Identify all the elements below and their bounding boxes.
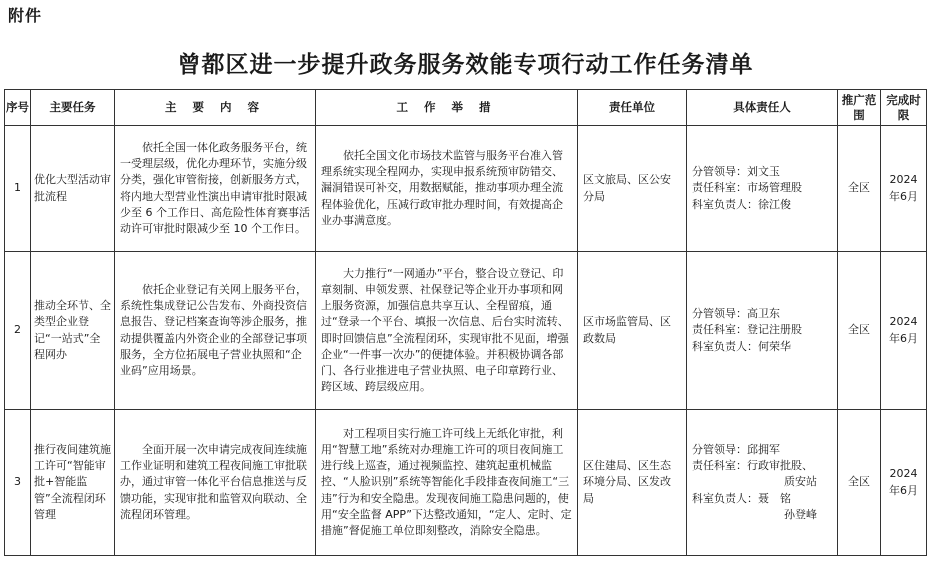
header-person: 具体责任人 bbox=[687, 90, 838, 126]
table-row bbox=[5, 126, 927, 252]
header-deadline: 完成时限 bbox=[881, 90, 927, 126]
row-unit: 区市场监管局、区政数局 bbox=[578, 252, 687, 410]
row-unit: 区住建局、区生态环境分局、区发改局 bbox=[578, 410, 687, 556]
table-header-row bbox=[5, 90, 927, 126]
person-line: 责任科室：行政审批股、 bbox=[692, 459, 813, 473]
header-task: 主要任务 bbox=[31, 90, 115, 126]
row-task: 推动全环节、全类型企业登记“一站式”全程网办 bbox=[31, 252, 115, 410]
table-row bbox=[5, 410, 927, 556]
header-no: 序号 bbox=[5, 90, 31, 126]
task-table bbox=[4, 89, 927, 556]
header-unit: 责任单位 bbox=[578, 90, 687, 126]
row-no: 3 bbox=[5, 410, 31, 556]
header-scope: 推广范围 bbox=[838, 90, 881, 126]
row-task: 优化大型活动审批流程 bbox=[31, 126, 115, 252]
row-deadline: 2024年6月 bbox=[881, 126, 927, 252]
row-unit: 区文旅局、区公安分局 bbox=[578, 126, 687, 252]
row-content: 全面开展一次申请完成夜间连续施工作业证明和建筑工程夜间施工审批联办，通过审管一体化平台信息推送与反馈功能，实现审批和监管双向联动、全流程闭环管理。 bbox=[115, 410, 316, 556]
person-line: 分管领导：刘文玉 bbox=[692, 165, 780, 179]
row-content: 依托全国一体化政务服务平台，统一受理层级，优化办理环节，实施分级分类，强化审管衔接，创新服务方式，将内地大型营业性演出申请审批时限减少至 6 个工作日、高危险性体育赛事活动许可审批时限减少至 10 个工作日。 bbox=[115, 126, 316, 252]
person-line: 孙登峰 bbox=[784, 507, 817, 521]
row-deadline: 2024年6月 bbox=[881, 410, 927, 556]
row-content: 依托企业登记有关网上服务平台，系统性集成登记公告发布、外商投资信息报告、登记档案查询等涉企服务，推动提供覆盖内外资企业的全部登记事项服务，全方位拓展电子营业执照和“企业码”应用场景。 bbox=[115, 252, 316, 410]
person-line: 科室负责人：聂 铭 bbox=[692, 491, 791, 505]
person-line: 责任科室：市场管理股 bbox=[692, 181, 802, 195]
row-task: 推行夜间建筑施工许可“智能审批+智能监管”全流程闭环管理 bbox=[31, 410, 115, 556]
header-measures: 工 作 举 措 bbox=[316, 90, 578, 126]
row-scope: 全区 bbox=[838, 252, 881, 410]
row-measures: 大力推行“一网通办”平台，整合设立登记、印章刻制、申领发票、社保登记等企业开办事项和网上服务资源，加强信息共享互认、全程留痕，通过“登录一个平台、填报一次信息、后台实时流转、即时回馈信息”全流程闭环，实现审批不见面，增强企业“一件事一次办”的便捷体验。并积极协调各部门、各行业推进电子营业执照、电子印章跨行业、跨区域、跨层级应用。 bbox=[316, 252, 578, 410]
row-no: 1 bbox=[5, 126, 31, 252]
row-person bbox=[687, 252, 838, 410]
person-line: 质安站 bbox=[784, 475, 817, 489]
person-line: 分管领导：邱拥军 bbox=[692, 443, 780, 457]
row-measures: 依托全国文化市场技术监管与服务平台准入管理系统实现全程网办，实现申报系统预审防错交、漏洞错误可补交，用数据赋能，推动事项办理全流程体验优化，压减行政审批办理时间，有效提高企业办事满意度。 bbox=[316, 126, 578, 252]
row-measures: 对工程项目实行施工许可线上无纸化审批，利用“智慧工地”系统对办理施工许可的项目夜间施工进行线上巡查，通过视频监控、建筑起重机械监控、“人脸识别”系统等智能化手段排查夜间施工“三违”行为和安全隐患。发现夜间施工隐患问题的，使用“安全监督 APP”下达整改通知，“定人、定时、定措施”督促施工单位即刻整改，消除安全隐患。 bbox=[316, 410, 578, 556]
row-person bbox=[687, 126, 838, 252]
person-line: 科室负责人：何荣华 bbox=[692, 339, 791, 353]
row-scope: 全区 bbox=[838, 410, 881, 556]
row-person bbox=[687, 410, 838, 556]
person-line: 责任科室：登记注册股 bbox=[692, 323, 802, 337]
row-no: 2 bbox=[5, 252, 31, 410]
person-line: 科室负责人：徐江俊 bbox=[692, 197, 791, 211]
table-row bbox=[5, 252, 927, 410]
person-line: 分管领导：高卫东 bbox=[692, 307, 780, 321]
header-content: 主 要 内 容 bbox=[115, 90, 316, 126]
row-scope: 全区 bbox=[838, 126, 881, 252]
row-deadline: 2024年6月 bbox=[881, 252, 927, 410]
page-title: 曾都区进一步提升政务服务效能专项行动工作任务清单 bbox=[177, 51, 754, 78]
attachment-label: 附件 bbox=[8, 6, 43, 25]
